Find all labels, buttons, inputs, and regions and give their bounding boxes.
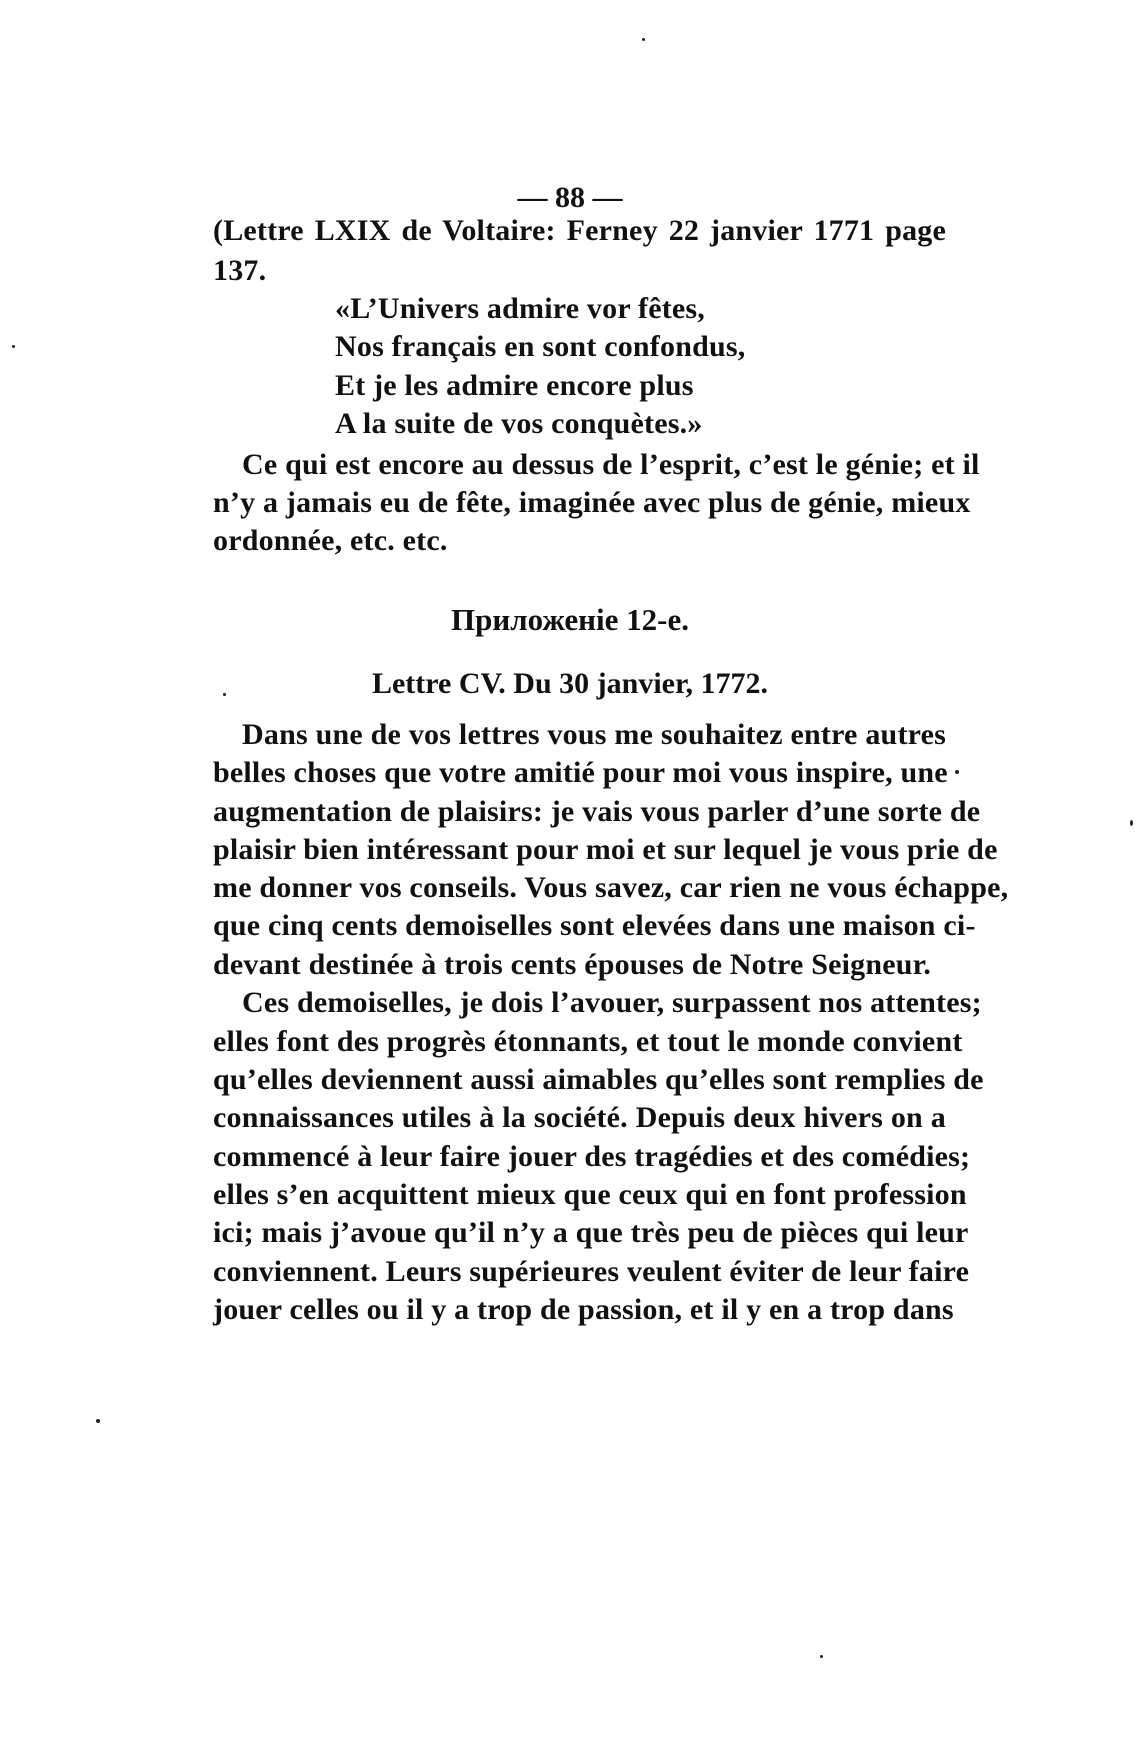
- paragraph-line: devant destinée à trois cents épouses de Notre Seigneur.: [213, 948, 932, 981]
- scan-speck: [820, 1655, 823, 1658]
- scan-speck: [1130, 820, 1133, 826]
- paragraph-line: Dans une de vos lettres vous me souhaitez entre autres: [242, 718, 946, 751]
- paragraph-line: ordonnée, etc. etc.: [213, 524, 448, 557]
- scan-speck: [223, 693, 226, 696]
- scan-speck: [955, 770, 959, 774]
- paragraph-line: que cinq cents demoiselles sont elevées dans une maison ci-: [213, 909, 976, 942]
- paragraph-line: n’y a jamais eu de fête, imaginée avec plus de génie, mieux: [213, 486, 971, 519]
- page-number: — 88 —: [517, 181, 623, 214]
- paragraph-line: plaisir bien intéressant pour moi et sur lequel je vous prie de: [213, 833, 998, 866]
- paragraph-line: commencé à leur faire jouer des tragédies et des comédies;: [213, 1140, 971, 1173]
- letter-heading: Lettre CV. Du 30 janvier, 1772.: [371, 667, 769, 700]
- paragraph-line: Ces demoiselles, je dois l’avouer, surpassent nos attentes;: [242, 986, 982, 1019]
- text-line-citation-end: 137.: [213, 254, 267, 287]
- paragraph-line: qu’elles deviennent aussi aimables qu’elles sont remplies de: [213, 1063, 984, 1096]
- paragraph-line: elles font des progrès étonnants, et tout le monde convient: [213, 1025, 963, 1058]
- verse-line-3: Et je les admire encore plus: [335, 369, 694, 402]
- paragraph-line: ici; mais j’avoue qu’il n’y a que très peu de pièces qui leur: [213, 1216, 969, 1249]
- paragraph-line: Ce qui est encore au dessus de l’esprit, c’est le génie; et il: [242, 448, 980, 481]
- verse-line-2: Nos français en sont confondus,: [335, 330, 746, 363]
- section-heading: Приложеніе 12-е.: [451, 602, 689, 637]
- paragraph-line: elles s’en acquittent mieux que ceux qui en font profession: [213, 1178, 967, 1211]
- scan-speck: [96, 1419, 100, 1423]
- scan-speck: [642, 38, 645, 41]
- scan-speck: [12, 345, 15, 348]
- paragraph-line: belles choses que votre amitié pour moi vous inspire, une: [213, 756, 948, 789]
- verse-line-4: A la suite de vos conquètes.»: [335, 407, 703, 440]
- paragraph-line: connaissances utiles à la société. Depuis deux hivers on a: [213, 1101, 946, 1134]
- paragraph-line: me donner vos conseils. Vous savez, car rien ne vous échappe,: [213, 871, 1009, 904]
- paragraph-line: conviennent. Leurs supérieures veulent éviter de leur faire: [213, 1255, 970, 1288]
- text-line-citation: (Lettre LXIX de Voltaire: Ferney 22 janvier 1771 page: [213, 214, 946, 247]
- paragraph-line: augmentation de plaisirs: je vais vous parler d’une sorte de: [213, 795, 981, 828]
- paragraph-line: jouer celles ou il y a trop de passion, et il y en a trop dans: [213, 1293, 954, 1326]
- verse-line-1: «L’Univers admire vor fêtes,: [335, 292, 705, 325]
